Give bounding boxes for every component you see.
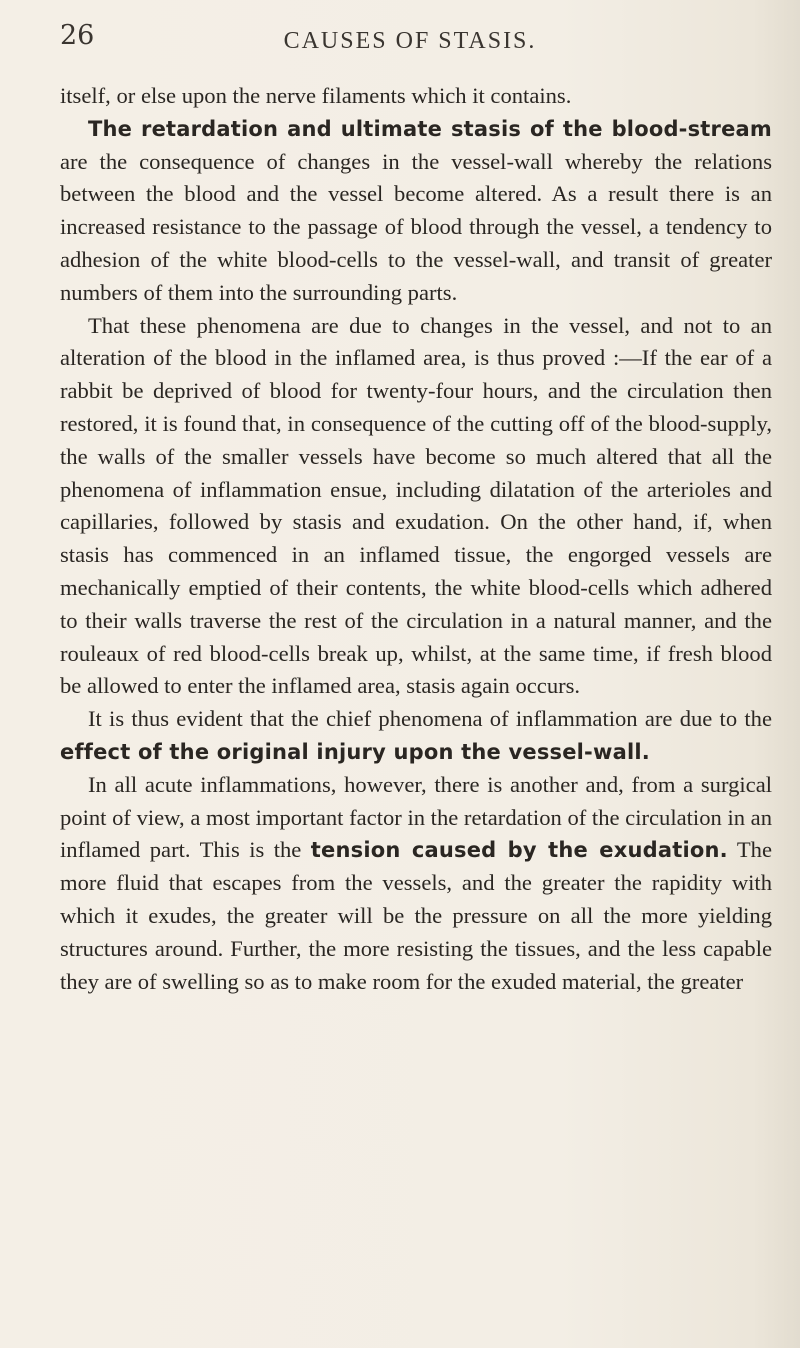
paragraph xyxy=(60,703,772,769)
page-number: 26 xyxy=(60,20,95,51)
page-header xyxy=(60,20,760,60)
text-run: are the consequence of changes in the vessel-wall whereby the relations between the blood and the vessel become altered. As a result there is an increased resistance to the passage of blood through the vessel, a tendency to adhesion of the white blood-cells to the vessel-wall, and transit of greater numbers of them into the surrounding parts. xyxy=(60,148,772,305)
text-run: The more fluid that escapes from the vessels, and the greater the rapidity with which it exudes, the greater will be the pressure on all the more yielding structures around. Further, the more resisting the tissues, and the less capable they are of swelling so as to make room for the exuded material, the greater xyxy=(60,837,772,994)
bold-phrase: effect of the original injury upon the vessel-wall. xyxy=(60,739,650,764)
text-run: In all acute inflammations, however, there is another and, from a surgical point of view, a most important factor in the retardation of the circulation in an inflamed part. This is the xyxy=(60,771,772,863)
bold-phrase: The retardation and ultimate stasis of the blood-stream xyxy=(88,116,772,141)
paragraph xyxy=(60,310,772,704)
text-run: itself, or else upon the nerve filaments which it contains. xyxy=(60,83,572,108)
body-text xyxy=(60,80,772,998)
paragraph xyxy=(60,113,772,310)
paragraph xyxy=(60,769,772,999)
text-run: That these phenomena are due to changes in the vessel, and not to an alteration of the blood in the inflamed area, is thus proved :—If the ear of a rabbit be deprived of blood for twenty-four hours, and the circulation then restored, it is found that, in consequence of the cutting off of the blood-supply, the walls of the smaller vessels have become so much altered that all the phenomena of inflammation ensue, including dilatation of the arterioles and capillaries, followed by stasis and exudation. On the other hand, if, when stasis has commenced in an inflamed tissue, the engorged vessels are mechanically emptied of their contents, the white blood-cells which adhered to their walls traverse the rest of the circulation in a natural manner, and the rouleaux of red blood-cells break up, whilst, at the same time, if fresh blood be allowed to enter the inflamed area, stasis again occurs. xyxy=(60,312,772,699)
text-run: It is thus evident that the chief phenomena of inflammation are due to the xyxy=(88,706,772,732)
paragraph xyxy=(60,80,772,113)
running-head: CAUSES OF STASIS. xyxy=(283,28,537,54)
bold-phrase: tension caused by the exudation. xyxy=(310,838,728,863)
